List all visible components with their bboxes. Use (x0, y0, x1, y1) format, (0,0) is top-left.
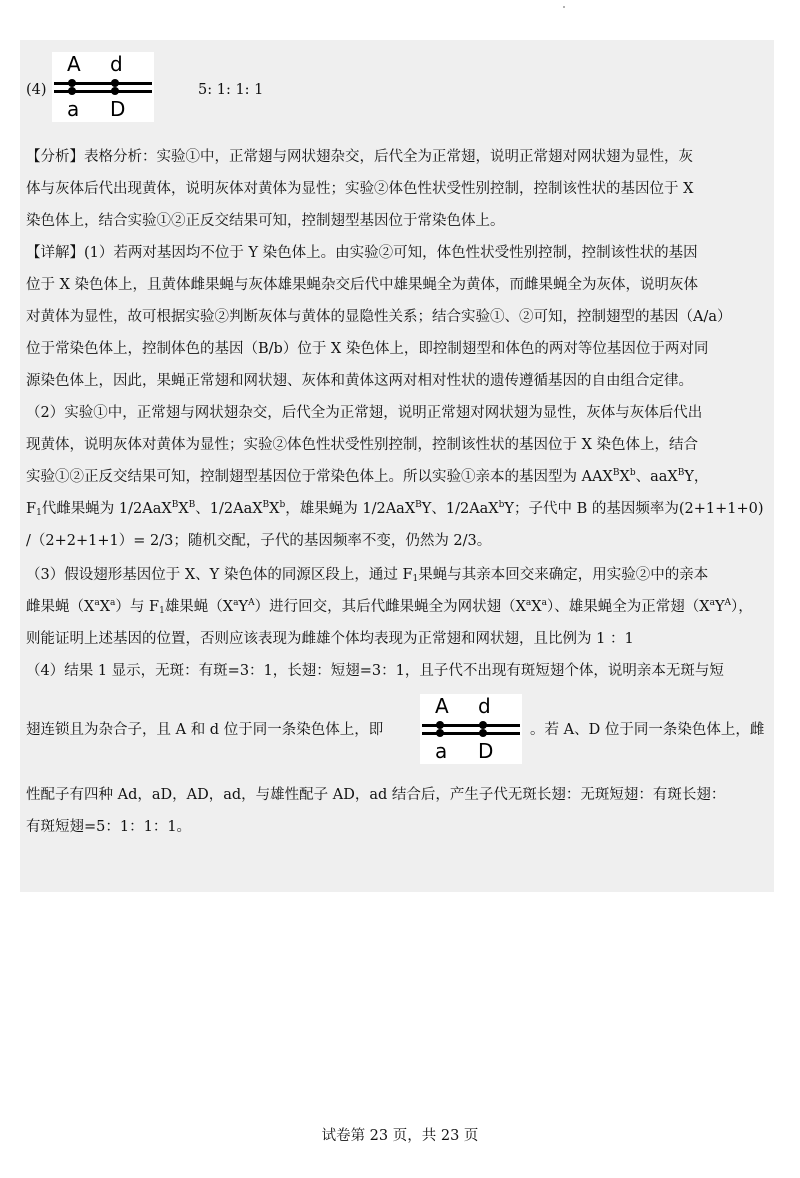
allele-D: D (110, 97, 126, 121)
allele-a: a (67, 97, 80, 121)
locus-dot (68, 87, 76, 95)
locus-dot (436, 729, 444, 737)
locus-dot (436, 721, 444, 729)
locus-dot (479, 721, 487, 729)
detail4-line: （4）结果 1 显示，无斑：有斑=3：1，长翅：短翅=3：1，且子代不出现有斑短翅个体，说明亲本无斑与短 (26, 663, 724, 679)
analysis-line: 体与灰体后代出现黄体，说明灰体对黄体为显性；实验②体色性状受性别控制，控制该性状的基因位于 X (26, 181, 694, 197)
detail3-line: （3）假设翅形基因位于 X、Y 染色体的同源区段上，通过 $F_1$果蝇与其亲本回交来确定，用实验②中的亲本 (26, 567, 709, 584)
detail4-line: 。若 A、D 位于同一条染色体上，雌 (530, 722, 765, 738)
detail2-line: 现黄体，说明灰体对黄体为显性；实验②体色性状受性别控制，控制该性状的基因位于 X 染色体上，结合 (26, 437, 699, 453)
detail2-line: （2）实验①中，正常翅与网状翅杂交，后代全为正常翅，说明正常翅对网状翅为显性，灰体与灰体后代出 (26, 405, 703, 421)
locus-dot (68, 79, 76, 87)
detail2-line-genotypes: 实验①②正反交结果可知，控制翅型基因位于常染色体上。所以实验①亲本的基因型为 $AAX^BX^b$、aaX$^B$Y， (26, 468, 709, 485)
detail1-line: 对黄体为显性，故可根据实验②判断灰体与黄体的显隐性关系；结合实验①、②可知，控制翅型的基因（A/a） (26, 309, 732, 325)
analysis-line: 染色体上，结合实验①②正反交结果可知，控制翅型基因位于常染色体上。 (26, 213, 505, 229)
answer-panel (20, 40, 774, 892)
allele-a: a (435, 739, 448, 763)
detail3-line: 则能证明上述基因的位置，否则应该表现为雌雄个体均表现为正常翅和网状翅，且比例为 1 ：1 (26, 631, 634, 647)
locus-dot (111, 79, 119, 87)
chromosome-diagram-inline (420, 694, 522, 764)
scan-dot (563, 6, 565, 8)
allele-d: d (478, 694, 491, 718)
answer-4-label: (4) (26, 82, 47, 98)
locus-dot (111, 87, 119, 95)
chromosome-diagram-top (52, 52, 154, 122)
detail1-line: 【详解】(1）若两对基因均不位于 Y 染色体上。由实验②可知，体色性状受性别控制，控制该性状的基因 (26, 245, 698, 261)
detail4-line: 有斑短翅=5：1：1：1。 (26, 819, 192, 835)
detail3-line-cross: 雌果蝇$(X^aX^a)$与 $F_1$雄果蝇$(X^aY^A)$进行回交，其后代雌果蝇全为网状翅$(X^aX^a)$、雄果蝇全为正常翅$(X^aY^A)$， (26, 598, 753, 616)
detail2-line: /（2+2+1+1）= 2/3；随机交配，子代的基因频率不变，仍然为 2/3。 (26, 533, 492, 549)
allele-A: A (67, 52, 81, 76)
detail1-line: 源染色体上，因此，果蝇正常翅和网状翅、灰体和黄体这两对相对性状的遗传遵循基因的自由组合定律。 (26, 373, 693, 389)
allele-D: D (478, 739, 494, 763)
page-footer: 试卷第 23 页，共 23 页 (321, 1128, 479, 1144)
allele-A: A (435, 694, 449, 718)
detail1-line: 位于常染色体上，控制体色的基因（B/b）位于 X 染色体上，即控制翅型和体色的两对等位基因位于两对同 (26, 341, 709, 357)
detail4-line: 翅连锁且为杂合子，且 A 和 d 位于同一条染色体上，即 (26, 722, 384, 738)
locus-dot (479, 729, 487, 737)
detail1-line: 位于 X 染色体上，且黄体雌果蝇与灰体雄果蝇杂交后代中雄果蝇全为黄体，而雌果蝇全为灰体，说明灰体 (26, 277, 699, 293)
detail2-line-f1: $F_1$代雌果蝇为 $1/2AaX^BX^B$、$1/2AaX^BX^b$，雄果蝇为 1/2AaX$^B$Y、1/2AaX$^b$Y；子代中 B 的基因频率为(2+1+1+0) (26, 500, 764, 518)
allele-d: d (110, 52, 123, 76)
analysis-line: 【分析】表格分析：实验①中，正常翅与网状翅杂交，后代全为正常翅，说明正常翅对网状翅为显性，灰 (26, 149, 693, 165)
answer-4-ratio: 5: 1: 1: 1 (198, 82, 264, 98)
detail4-line: 性配子有四种 Ad，aD，AD，ad，与雄性配子 AD，ad 结合后，产生子代无斑长翅：无斑短翅：有斑长翅： (26, 787, 726, 803)
